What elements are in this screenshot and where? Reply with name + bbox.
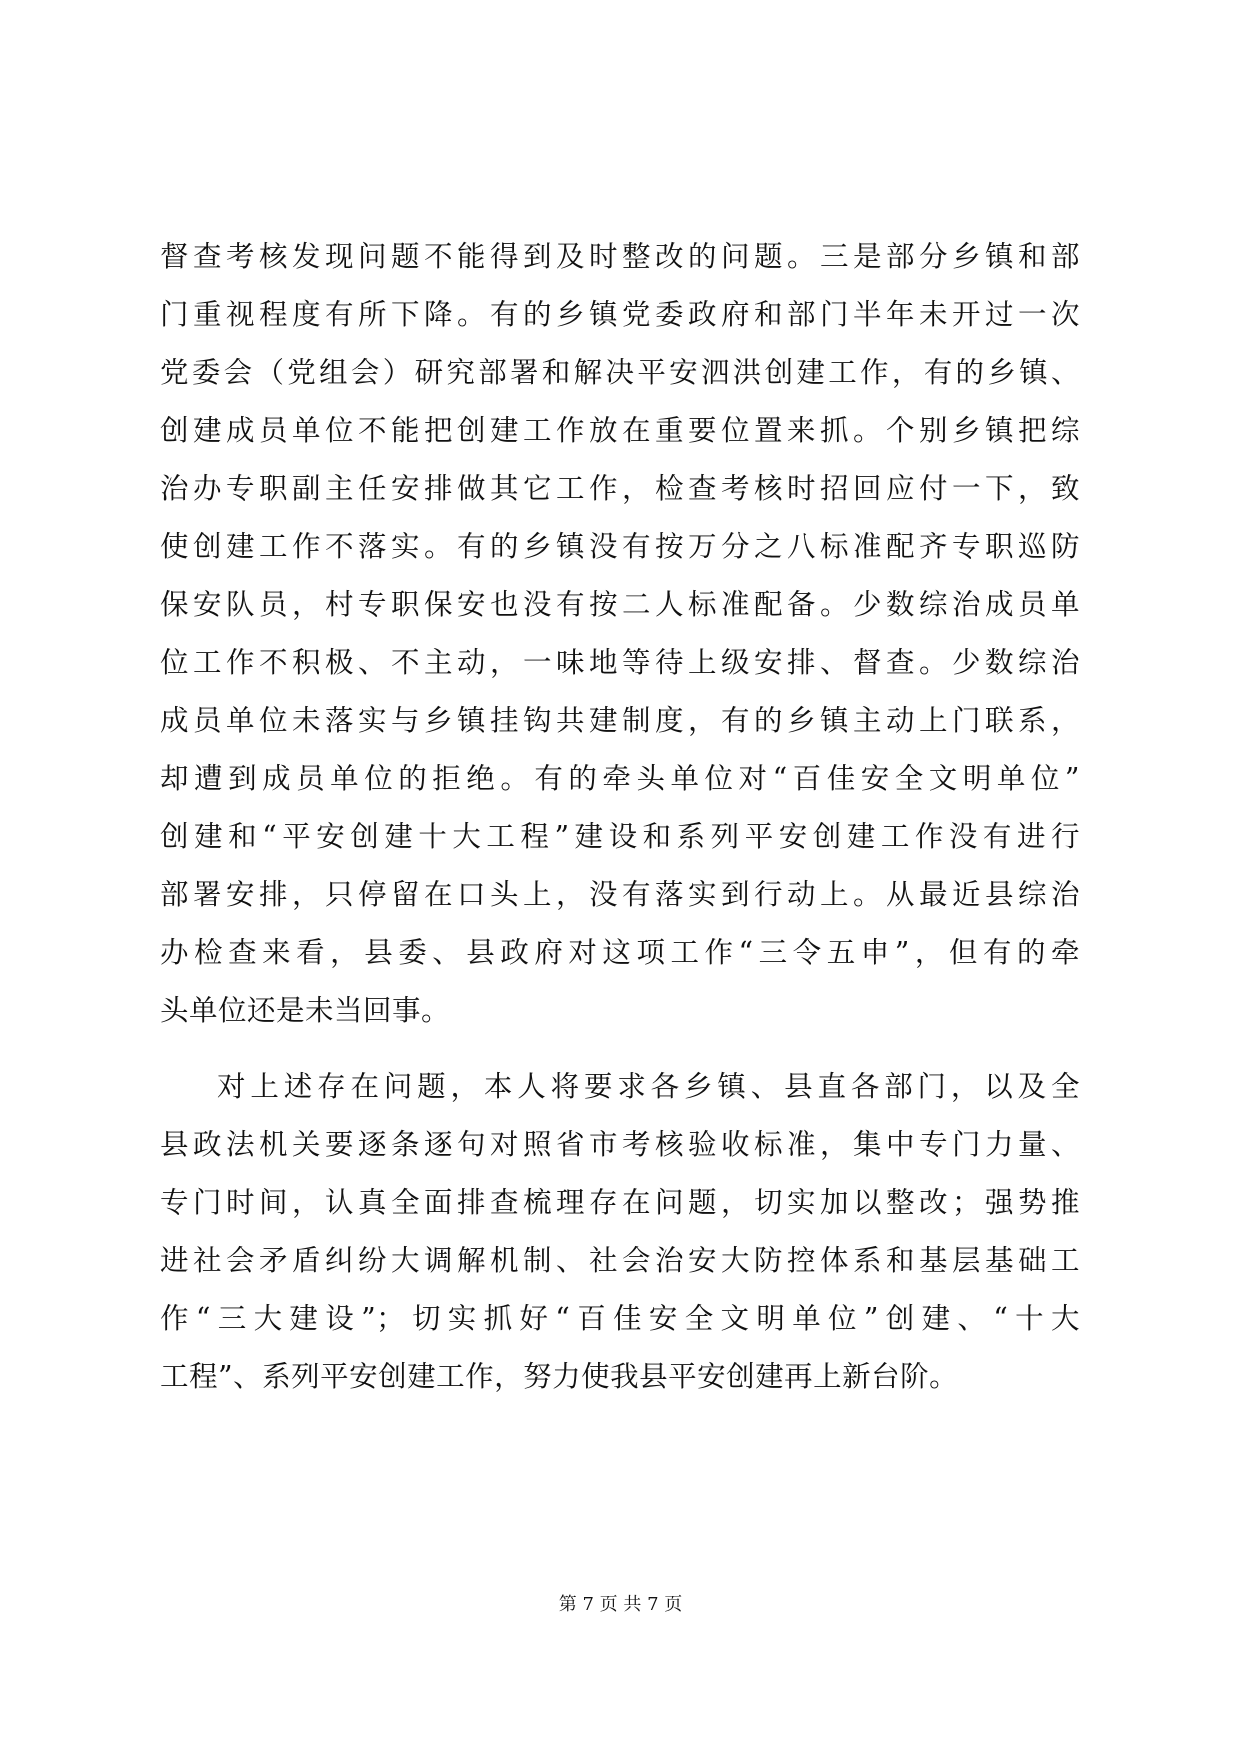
page-number-footer: 第 7 页 共 7 页 <box>558 1594 683 1615</box>
document-body <box>160 228 1080 1406</box>
text-line: 部署安排，只停留在口头上，没有落实到行动上。从最近县综治 <box>160 878 1080 911</box>
text-line: 县政法机关要逐条逐句对照省市考核验收标准，集中专门力量、 <box>160 1128 1080 1161</box>
text-line: 位工作不积极、不主动，一味地等待上级安排、督查。少数综治 <box>160 646 1080 679</box>
text-line: 对上述存在问题，本人将要求各乡镇、县直各部门，以及全 <box>217 1070 1080 1103</box>
text-line: 创建成员单位不能把创建工作放在重要位置来抓。个别乡镇把综 <box>160 414 1080 447</box>
text-line: 作“三大建设”；切实抓好“百佳安全文明单位”创建、“十大 <box>160 1302 1080 1335</box>
paragraph-spacer <box>160 1040 1080 1058</box>
text-line: 使创建工作不落实。有的乡镇没有按万分之八标准配齐专职巡防 <box>160 530 1080 563</box>
text-line: 却遭到成员单位的拒绝。有的牵头单位对“百佳安全文明单位” <box>160 762 1080 795</box>
text-line: 头单位还是未当回事。 <box>160 994 451 1027</box>
text-line: 专门时间，认真全面排查梳理存在问题，切实加以整改；强势推 <box>160 1186 1080 1219</box>
text-line: 治办专职副主任安排做其它工作，检查考核时招回应付一下，致 <box>160 472 1080 505</box>
text-line: 工程”、系列平安创建工作，努力使我县平安创建再上新台阶。 <box>160 1360 959 1393</box>
text-line: 党委会（党组会）研究部署和解决平安泗洪创建工作，有的乡镇、 <box>160 356 1080 389</box>
text-line: 办检查来看，县委、县政府对这项工作“三令五申”，但有的牵 <box>160 936 1080 969</box>
text-line: 督查考核发现问题不能得到及时整改的问题。三是部分乡镇和部 <box>160 240 1080 273</box>
text-line: 创建和“平安创建十大工程”建设和系列平安创建工作没有进行 <box>160 820 1080 853</box>
text-line: 成员单位未落实与乡镇挂钩共建制度，有的乡镇主动上门联系， <box>160 704 1080 737</box>
text-line: 保安队员，村专职保安也没有按二人标准配备。少数综治成员单 <box>160 588 1080 621</box>
text-line: 门重视程度有所下降。有的乡镇党委政府和部门半年未开过一次 <box>160 298 1080 331</box>
text-line: 进社会矛盾纠纷大调解机制、社会治安大防控体系和基层基础工 <box>160 1244 1080 1277</box>
paragraph-2 <box>160 1058 1080 1406</box>
paragraph-1 <box>160 228 1080 1040</box>
